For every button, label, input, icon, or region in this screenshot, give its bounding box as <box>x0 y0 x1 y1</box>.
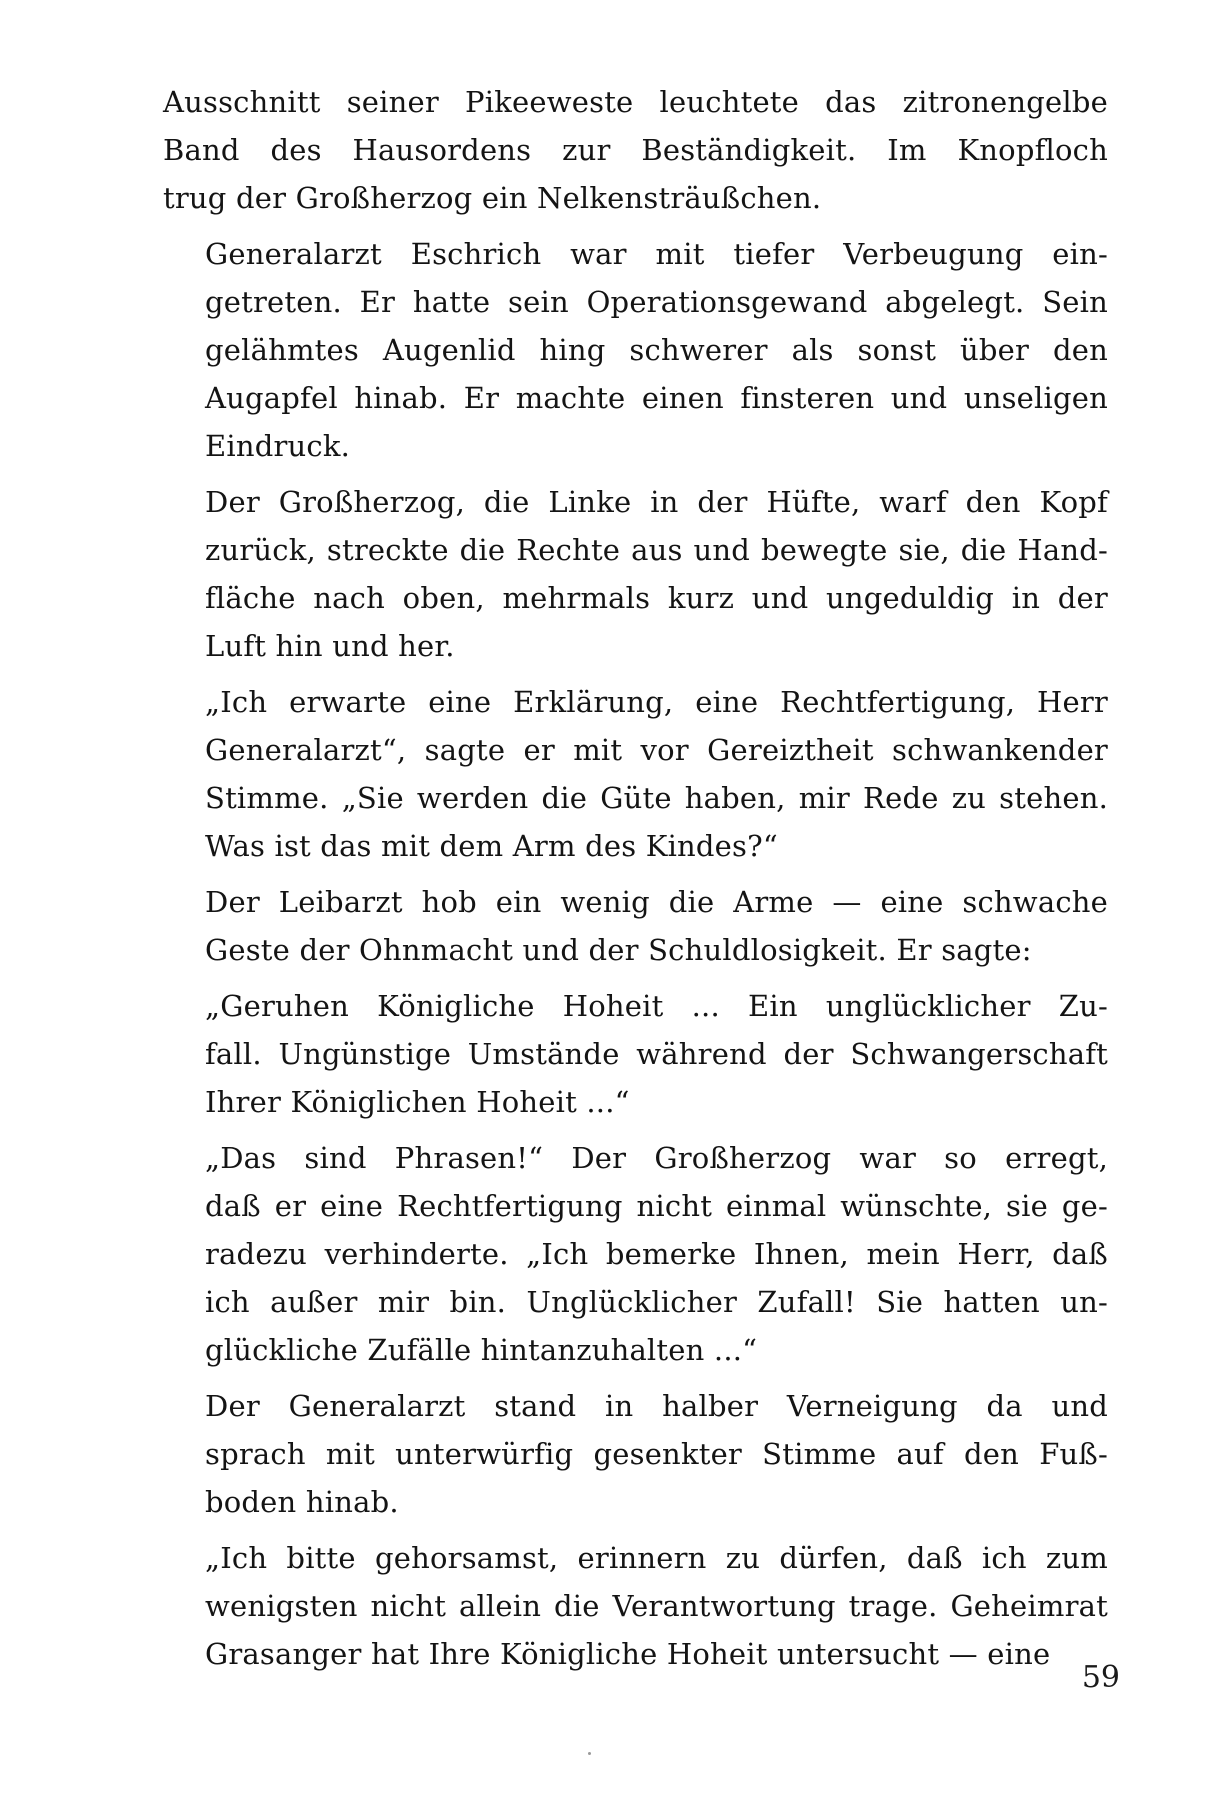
text-line: „Ich bitte gehorsamst, erinnern zu dürfen, daß ich zum <box>205 1541 1108 1575</box>
text-line: Augapfel hinab. Er machte einen finsteren und unseligen <box>205 381 1108 415</box>
text-line: zurück, streckte die Rechte aus und bewegte sie, die Hand- <box>205 533 1108 567</box>
text-line: Generalarzt Eschrich war mit tiefer Verbeugung ein- <box>205 237 1108 271</box>
text-line: Luft hin und her. <box>205 629 455 663</box>
text-line: „Das sind Phrasen!“ Der Großherzog war so erregt, <box>205 1141 1108 1175</box>
paragraph <box>163 230 1108 470</box>
text-line: getreten. Er hatte sein Operationsgewand abgelegt. Sein <box>205 285 1108 319</box>
paragraph <box>163 678 1108 870</box>
text-line: Band des Hausordens zur Beständigkeit. Im Knopfloch <box>163 133 1108 167</box>
text-line: Eindruck. <box>205 429 351 463</box>
text-line: Ausschnitt seiner Pikeeweste leuchtete das zitronengelbe <box>163 85 1108 119</box>
text-line: daß er eine Rechtfertigung nicht einmal wünschte, sie ge- <box>205 1189 1108 1223</box>
text-line: gelähmtes Augenlid hing schwerer als sonst über den <box>205 333 1108 367</box>
text-line: „Ich erwarte eine Erklärung, eine Rechtfertigung, Herr <box>205 685 1108 719</box>
page-number: 59 <box>1081 1660 1120 1695</box>
text-line: Der Leibarzt hob ein wenig die Arme — eine schwache <box>205 885 1108 919</box>
text-line: radezu verhinderte. „Ich bemerke Ihnen, mein Herr, daß <box>205 1237 1108 1271</box>
body-text <box>163 78 1108 1678</box>
text-line: Was ist das mit dem Arm des Kindes?“ <box>205 829 778 863</box>
text-line: Stimme. „Sie werden die Güte haben, mir Rede zu stehen. <box>205 781 1108 815</box>
text-line: fall. Ungünstige Umstände während der Schwangerschaft <box>205 1037 1108 1071</box>
text-line: glückliche Zufälle hintanzuhalten ...“ <box>205 1333 758 1367</box>
paragraph <box>163 1382 1108 1526</box>
text-line: ich außer mir bin. Unglücklicher Zufall! Sie hatten un- <box>205 1285 1108 1319</box>
paragraph <box>163 1134 1108 1374</box>
paragraph <box>163 1534 1108 1678</box>
text-line: Grasanger hat Ihre Königliche Hoheit untersucht — eine <box>205 1637 1051 1671</box>
text-line: sprach mit unterwürfig gesenkter Stimme auf den Fuß- <box>205 1437 1108 1471</box>
paragraph <box>163 78 1108 222</box>
paragraph <box>163 478 1108 670</box>
paragraph <box>163 878 1108 974</box>
text-line: Ihrer Königlichen Hoheit ...“ <box>205 1085 630 1119</box>
text-line: Der Generalarzt stand in halber Verneigung da und <box>205 1389 1108 1423</box>
text-line: Geste der Ohnmacht und der Schuldlosigkeit. Er sagte: <box>205 933 1032 967</box>
text-line: boden hinab. <box>205 1485 399 1519</box>
print-speck <box>588 1752 591 1755</box>
text-line: fläche nach oben, mehrmals kurz und ungeduldig in der <box>205 581 1108 615</box>
text-line: Der Großherzog, die Linke in der Hüfte, warf den Kopf <box>205 485 1108 519</box>
paragraph <box>163 982 1108 1126</box>
text-line: „Geruhen Königliche Hoheit ... Ein unglücklicher Zu- <box>205 989 1108 1023</box>
text-line: trug der Großherzog ein Nelkensträußchen. <box>163 181 822 215</box>
text-line: wenigsten nicht allein die Verantwortung trage. Geheimrat <box>205 1589 1108 1623</box>
text-line: Generalarzt“, sagte er mit vor Gereiztheit schwankender <box>205 733 1108 767</box>
